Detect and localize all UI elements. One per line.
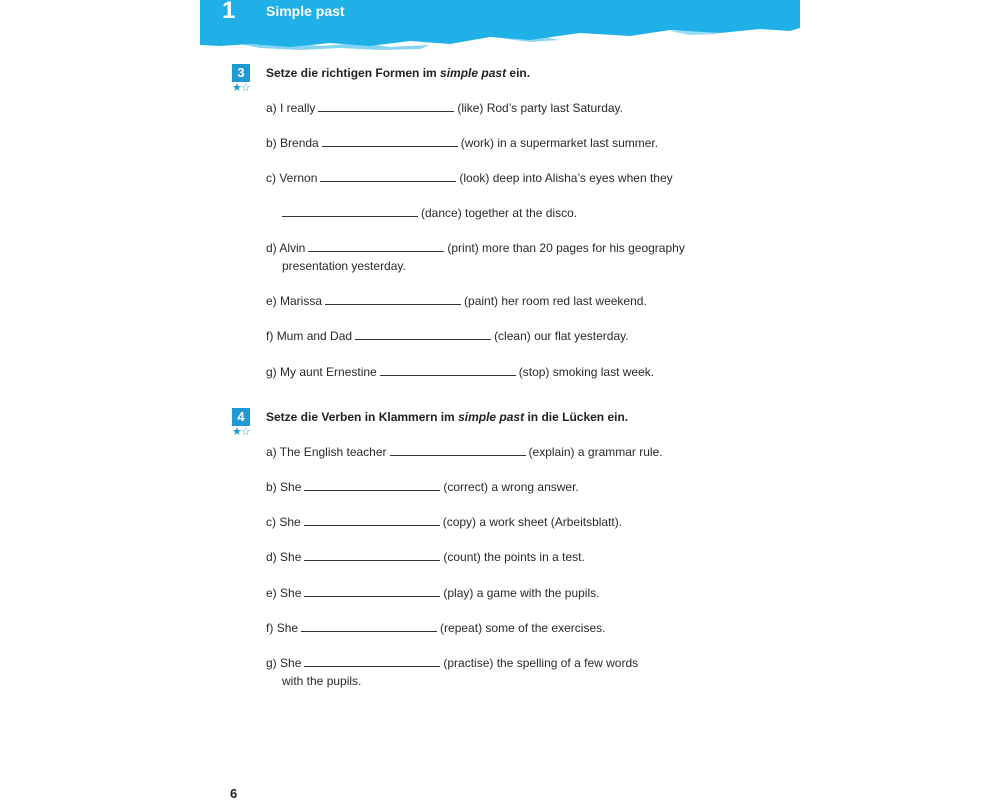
instruction-text: Setze die Verben in Klammern im: [266, 410, 459, 424]
item-label: b): [266, 136, 277, 150]
item-text: Alvin: [279, 241, 306, 255]
answer-blank[interactable]: [282, 204, 418, 217]
exercise-4-item-d: [266, 548, 585, 566]
exercise-3-badge: [232, 64, 250, 94]
item-label: f): [266, 621, 274, 635]
item-text: (count) the points in a test.: [443, 550, 585, 564]
exercise-3-item-d-continued: presentation yesterday.: [282, 259, 406, 273]
item-text: (practise) the spelling of a few words: [443, 656, 639, 670]
answer-blank[interactable]: [304, 478, 440, 491]
instruction-text: in die Lücken ein.: [524, 410, 629, 424]
item-text: (work) in a supermarket last summer.: [460, 136, 659, 150]
exercise-4-item-a: [266, 443, 663, 461]
exercise-4-item-g: [266, 654, 638, 672]
exercise-4-instruction: [266, 410, 628, 424]
item-label: c): [266, 515, 276, 529]
item-text: (explain) a grammar rule.: [528, 445, 663, 459]
instruction-text: Setze die richtigen Formen im: [266, 66, 441, 80]
item-text: She: [280, 656, 302, 670]
answer-blank[interactable]: [320, 169, 456, 182]
exercise-3-item-f: [266, 327, 629, 345]
item-text: (paint) her room red last weekend.: [464, 294, 647, 308]
exercise-number: 4: [232, 408, 250, 426]
exercise-4-item-f: [266, 619, 605, 637]
instruction-emphasis: simple past: [458, 410, 525, 424]
item-text: (stop) smoking last week.: [518, 365, 655, 379]
chapter-number: 1: [222, 0, 236, 24]
exercise-3-item-c: [266, 169, 673, 187]
item-text: (copy) a work sheet (Arbeitsblatt).: [442, 515, 623, 529]
item-text: Brenda: [280, 136, 319, 150]
item-text: She: [280, 550, 302, 564]
item-text: (play) a game with the pupils.: [443, 586, 600, 600]
difficulty-stars-icon: ★☆: [232, 82, 250, 94]
item-text: (print) more than 20 pages for his geography: [447, 241, 685, 255]
worksheet-page: [200, 0, 800, 800]
item-label: d): [266, 550, 277, 564]
item-text: (repeat) some of the exercises.: [440, 621, 606, 635]
exercise-number: 3: [232, 64, 250, 82]
item-text: My aunt Ernestine: [280, 365, 377, 379]
answer-blank[interactable]: [318, 99, 454, 112]
answer-blank[interactable]: [304, 513, 440, 526]
exercise-4-item-g-continued: with the pupils.: [282, 674, 362, 688]
exercise-3-item-c-continued: [282, 204, 577, 222]
item-text: The English teacher: [279, 445, 387, 459]
item-text: Marissa: [280, 294, 323, 308]
answer-blank[interactable]: [304, 584, 440, 597]
item-label: g): [266, 656, 277, 670]
item-label: a): [266, 445, 277, 459]
item-label: e): [266, 294, 277, 308]
item-text: (dance) together at the disco.: [421, 206, 578, 220]
instruction-text: ein.: [506, 66, 531, 80]
answer-blank[interactable]: [390, 443, 526, 456]
item-text: She: [276, 621, 299, 635]
exercise-3-item-g: [266, 363, 654, 381]
chapter-title: Simple past: [266, 3, 345, 19]
item-text: Mum and Dad: [276, 329, 353, 343]
exercise-3-item-b: [266, 134, 658, 152]
item-text: (correct) a wrong answer.: [443, 480, 579, 494]
exercise-3-instruction: [266, 66, 530, 80]
exercise-4-badge: [232, 408, 250, 438]
exercise-3-item-a: [266, 99, 623, 117]
answer-blank[interactable]: [304, 654, 440, 667]
item-text: Vernon: [279, 171, 318, 185]
page-number: 6: [230, 786, 238, 801]
item-label: b): [266, 480, 277, 494]
item-text: She: [280, 480, 302, 494]
exercise-4-item-c: [266, 513, 622, 531]
item-label: a): [266, 101, 277, 115]
exercise-3-item-d: [266, 239, 685, 257]
instruction-emphasis: simple past: [440, 66, 507, 80]
answer-blank[interactable]: [322, 134, 458, 147]
answer-blank[interactable]: [308, 239, 444, 252]
item-text: (look) deep into Alisha’s eyes when they: [459, 171, 673, 185]
answer-blank[interactable]: [355, 327, 491, 340]
answer-blank[interactable]: [380, 363, 516, 376]
item-text: (like) Rod’s party last Saturday.: [457, 101, 623, 115]
answer-blank[interactable]: [304, 548, 440, 561]
difficulty-stars-icon: ★☆: [232, 426, 250, 438]
chapter-header: [200, 0, 800, 52]
item-label: c): [266, 171, 276, 185]
item-text: She: [280, 586, 302, 600]
answer-blank[interactable]: [301, 619, 437, 632]
item-label: g): [266, 365, 277, 379]
exercise-4-item-e: [266, 584, 599, 602]
exercise-3-item-e: [266, 292, 647, 310]
item-label: f): [266, 329, 274, 343]
item-text: She: [279, 515, 301, 529]
item-text: I really: [280, 101, 316, 115]
item-label: d): [266, 241, 277, 255]
item-label: e): [266, 586, 277, 600]
exercise-4-item-b: [266, 478, 579, 496]
answer-blank[interactable]: [325, 292, 461, 305]
item-text: (clean) our flat yesterday.: [494, 329, 629, 343]
